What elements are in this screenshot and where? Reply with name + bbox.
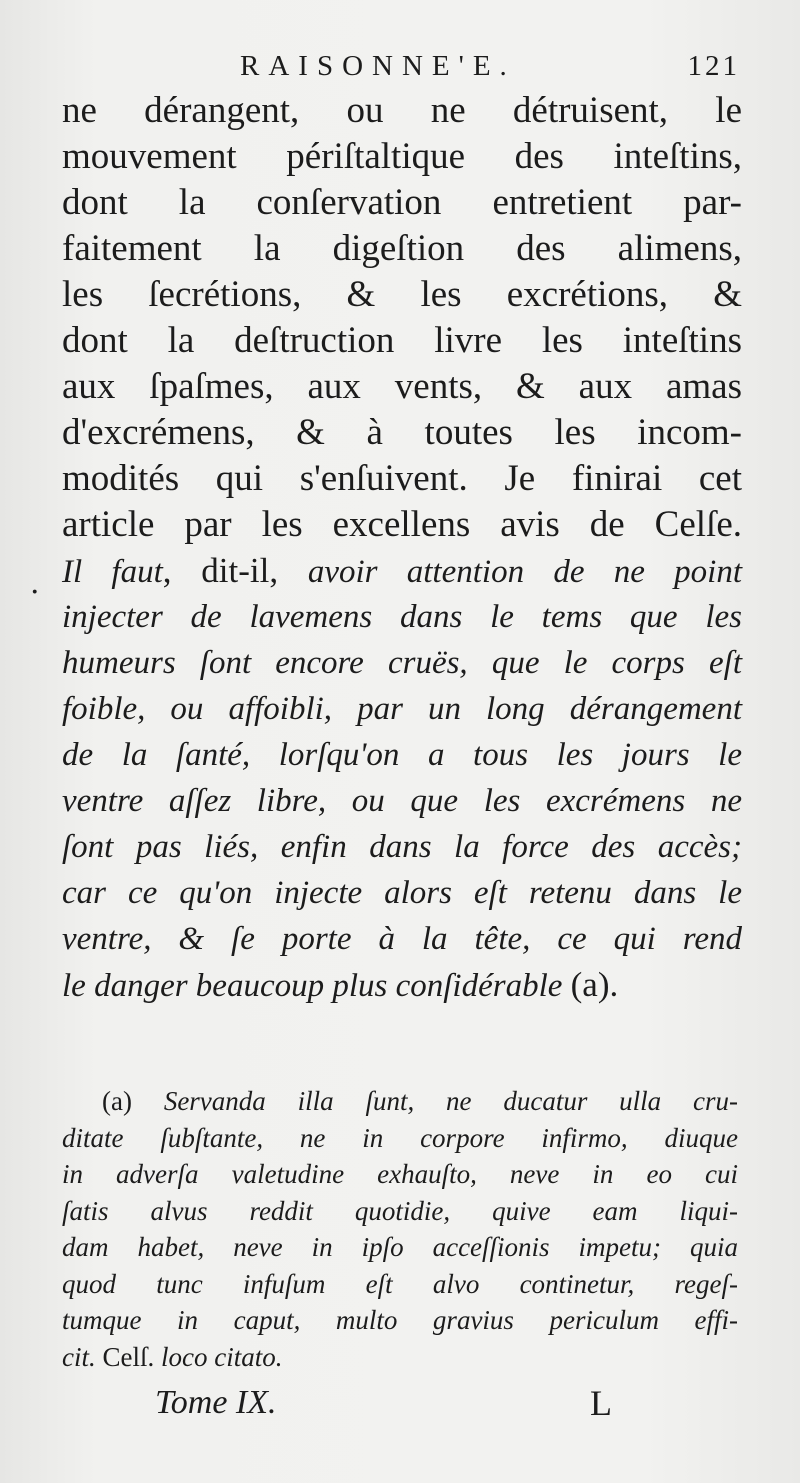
text-line: aux ſpaſmes, aux vents, & aux amas: [62, 366, 742, 407]
citation-author: Celſ.: [102, 1341, 161, 1372]
quote-end: le danger beaucoup plus conſidérable: [62, 968, 571, 1004]
footnote-line: dam habet, neve in ipſo acceſſionis impetu; quia: [62, 1232, 738, 1262]
text-line: injecter de lavemens dans le tems que les: [62, 599, 742, 635]
running-title: RAISONNE'E.: [240, 50, 516, 82]
footnote-line: tumque in caput, multo gravius periculum effi-: [62, 1305, 738, 1335]
text-line: ſont pas liés, enfin dans la force des accès;: [62, 829, 742, 865]
footnote-line: quod tunc infuſum eſt alvo continetur, regeſ-: [62, 1268, 738, 1299]
footnote-reference: (a).: [570, 965, 619, 1004]
text-line: modités qui s'enſuivent. Je finirai cet: [62, 458, 742, 499]
signature-mark: L: [590, 1383, 612, 1423]
footnote-line: [62, 1339, 738, 1376]
footnote-line: in adverſa valetudine exhauſto, neve in eo cui: [62, 1159, 738, 1189]
footnote-marker: (a): [102, 1086, 164, 1116]
footnote-text: cit.: [62, 1341, 103, 1372]
text-line: [62, 548, 742, 594]
quote-start: Il faut: [62, 554, 163, 590]
main-text: [62, 88, 742, 1008]
text-line: mouvement périſtaltique des inteſtins,: [62, 136, 742, 177]
text-line: les ſecrétions, & les excrétions, &: [62, 274, 742, 315]
footnote-line: ſatis alvus reddit quotidie, quive eam liqui-: [62, 1195, 738, 1226]
quote-attribution: , dit-il,: [162, 551, 308, 590]
text-line: de la ſanté, lorſqu'on a tous les jours le: [62, 737, 742, 773]
text-line: faitement la digeſtion des alimens,: [62, 228, 742, 269]
text-line: article par les excellens avis de Celſe.: [62, 504, 742, 545]
margin-dot: ·: [30, 575, 40, 610]
text-line: dont la conſervation entretient par-: [62, 182, 742, 223]
text-line: foible, ou affoibli, par un long dérangement: [62, 691, 742, 727]
footnote-line: ditate ſubſtante, ne in corpore infirmo, diuque: [62, 1122, 738, 1153]
footnote-text: Servanda illa ſunt, ne ducatur ulla cru-: [163, 1086, 739, 1116]
footnote-line: [62, 1083, 738, 1120]
text-line: ne dérangent, ou ne détruisent, le: [62, 90, 742, 131]
page-number: 121: [687, 50, 740, 82]
text-line: car ce qu'on injecte alors eſt retenu dans le: [62, 875, 742, 911]
footnote: [62, 1083, 738, 1375]
quote-text: avoir attention de ne point: [307, 554, 742, 590]
running-header: [240, 50, 740, 90]
volume-signature: Tome IX.: [155, 1384, 277, 1421]
text-line: ventre aſſez libre, ou que les excrémens ne: [62, 783, 742, 819]
citation-location: loco citato.: [161, 1341, 283, 1372]
text-line: d'excrémens, & à toutes les incom-: [62, 412, 742, 453]
text-line: ventre, & ſe porte à la tête, ce qui rend: [62, 921, 742, 957]
text-line: dont la deſtruction livre les inteſtins: [62, 320, 742, 361]
text-line: humeurs ſont encore cruës, que le corps eſt: [62, 645, 742, 681]
text-line: [62, 962, 742, 1008]
